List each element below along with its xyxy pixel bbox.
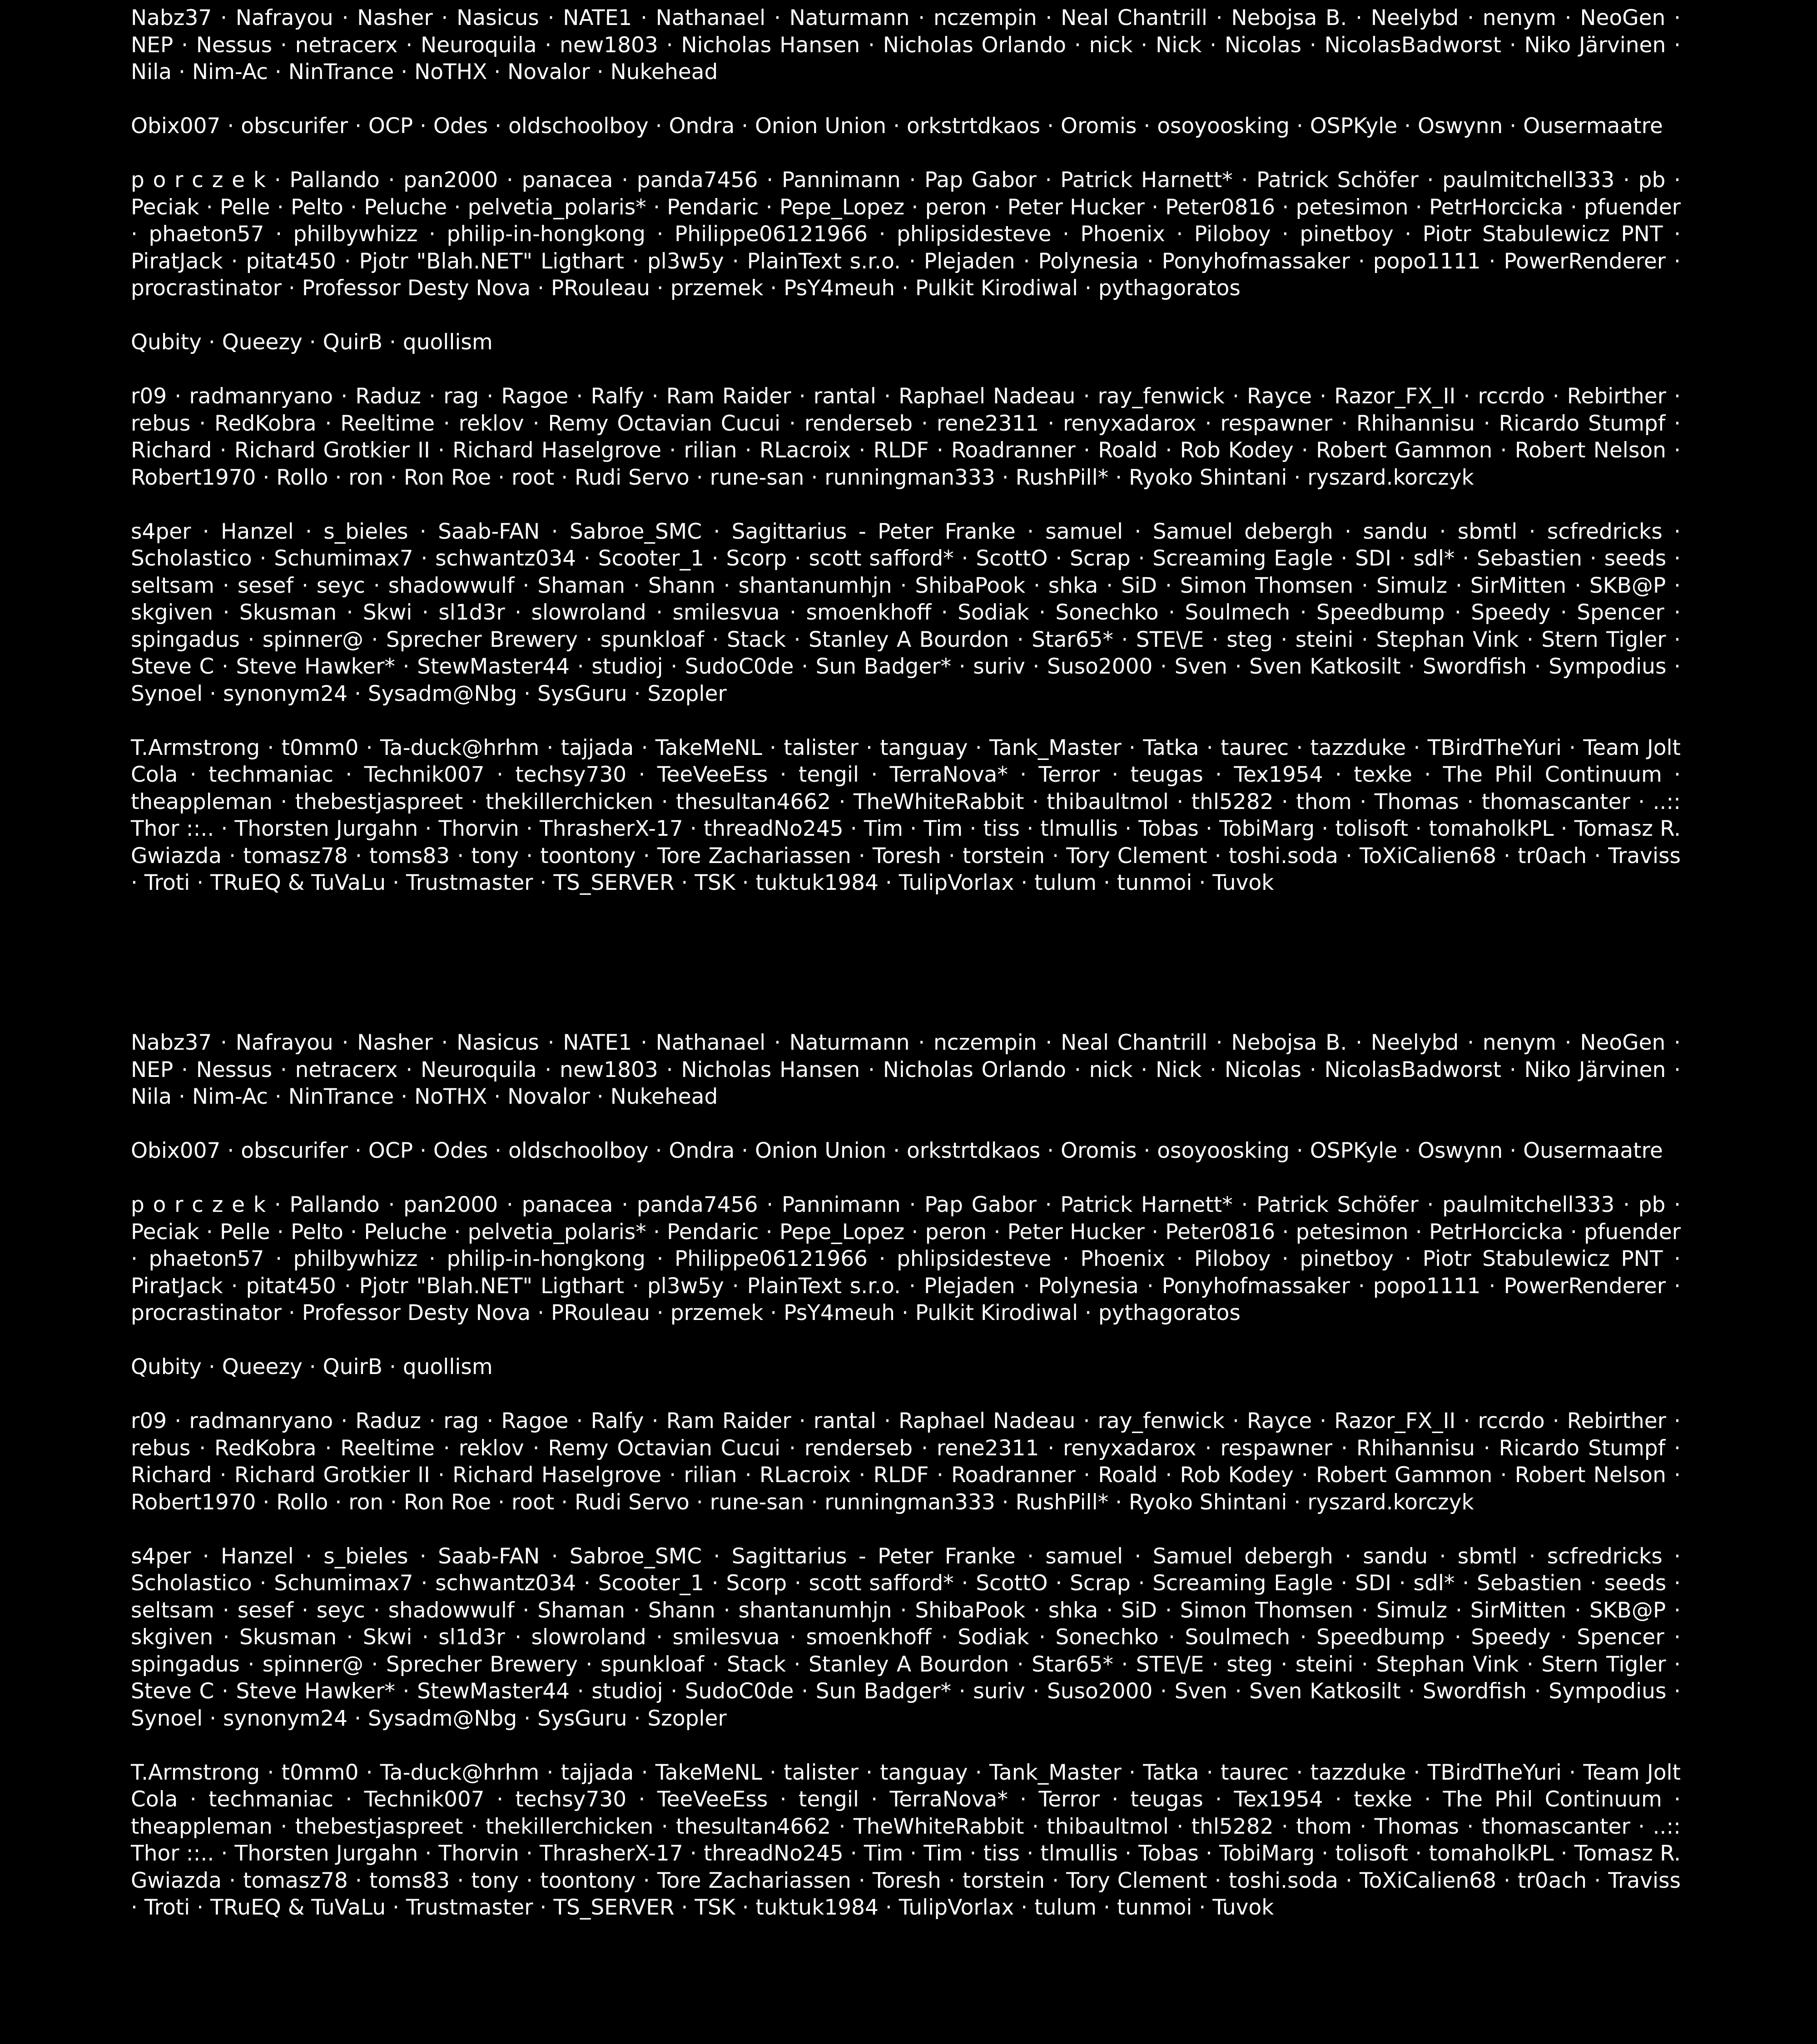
credits-paragraph-t: T.Armstrong · t0mm0 · Ta-duck@hrhm · tajjada · TakeMeNL · talister · tanguay · Tank_Master · Tatka · taurec · tazzduke · TBirdTheYuri · Team Jolt Cola · techmaniac · Technik007 · techsy730 · TeeVeeEss · tengil · TerraNova* · Terror · teugas · Tex1954 · texke · The Phil Continuum · theappleman · thebestjaspreet · thekillerchicken · thesultan4662 · TheWhiteRabbit · thibaultmol · thl5282 · thom · Thomas · thomascanter · ..:: Thor ::.. · Thorsten Jurgahn · Thorvin · ThrasherX-17 · threadNo245 · Tim · Tim · tiss · tlmullis · Tobas · TobiMarg · tolisoft · tomaholkPL · Tomasz R. Gwiazda · tomasz78 · toms83 · tony · toontony · Tore Zachariassen · Toresh · torstein · Tory Clement · toshi.soda · ToXiCalien68 · tr0ach · Traviss · Troti · TRuEQ & TuVaLu · Trustmaster · TS_SERVER · TSK · tuktuk1984 · TulipVorlax · tulum · tunmoi · Tuvok bbox=[131, 735, 1681, 895]
credits-paragraph-r: r09 · radmanryano · Raduz · rag · Ragoe · Ralfy · Ram Raider · rantal · Raphael Nadeau · ray_fenwick · Rayce · Razor_FX_II · rccrdo · Rebirther · rebus · RedKobra · Reeltime · reklov · Remy Octavian Cucui · renderseb · rene2311 · renyxadarox · respawner · Rhihannisu · Ricardo Stumpf · Richard · Richard Grotkier II · Richard Haselgrove · rilian · RLacroix · RLDF · Roadranner · Roald · Rob Kodey · Robert Gammon · Robert Nelson · Robert1970 · Rollo · ron · Ron Roe · root · Rudi Servo · rune-san · runningman333 · RushPill* · Ryoko Shintani · ryszard.korczyk bbox=[131, 1409, 1681, 1515]
credits-paragraph-p: p o r c z e k · Pallando · pan2000 · panacea · panda7456 · Pannimann · Pap Gabor · Patrick Harnett* · Patrick Schöfer · paulmitchell333 · pb · Peciak · Pelle · Pelto · Peluche · pelvetia_polaris* · Pendaric · Pepe_Lopez · peron · Peter Hucker · Peter0816 · petesimon · PetrHorcicka · pfuender · phaeton57 · philbywhizz · philip-in-hongkong · Philippe06121966 · phlipsidesteve · Phoenix · Piloboy · pinetboy · Piotr Stabulewicz PNT · PiratJack · pitat450 · Pjotr "Blah.NET" Ligthart · pl3w5y · PlainText s.r.o. · Plejaden · Polynesia · Ponyhofmassaker · popo1111 · PowerRenderer · procrastinator · Professor Desty Nova · PRouleau · przemek · PsY4meuh · Pulkit Kirodiwal · pythagoratos bbox=[131, 1192, 1681, 1325]
credits-paragraph-r: r09 · radmanryano · Raduz · rag · Ragoe · Ralfy · Ram Raider · rantal · Raphael Nadeau · ray_fenwick · Rayce · Razor_FX_II · rccrdo · Rebirther · rebus · RedKobra · Reeltime · reklov · Remy Octavian Cucui · renderseb · rene2311 · renyxadarox · respawner · Rhihannisu · Ricardo Stumpf · Richard · Richard Grotkier II · Richard Haselgrove · rilian · RLacroix · RLDF · Roadranner · Roald · Rob Kodey · Robert Gammon · Robert Nelson · Robert1970 · Rollo · ron · Ron Roe · root · Rudi Servo · rune-san · runningman333 · RushPill* · Ryoko Shintani · ryszard.korczyk bbox=[131, 384, 1681, 490]
credits-paragraph-n: Nabz37 · Nafrayou · Nasher · Nasicus · NATE1 · Nathanael · Naturmann · nczempin · Neal Chantrill · Nebojsa B. · Neelybd · nenym · NeoGen · NEP · Nessus · netracerx · Neuroquila · new1803 · Nicholas Hansen · Nicholas Orlando · nick · Nick · Nicolas · NicolasBadworst · Niko Järvinen · Nila · Nim-Ac · NinTrance · NoTHX · Novalor · Nukehead bbox=[131, 5, 1681, 84]
credits-paragraph-q: Qubity · Queezy · QuirB · quollism bbox=[131, 1354, 493, 1379]
credits-paragraph-s: s4per · Hanzel · s_bieles · Saab-FAN · Sabroe_SMC · Sagittarius - Peter Franke · samuel · Samuel debergh · sandu · sbmtl · scfredricks · Scholastico · Schumimax7 · schwantz034 · Scooter_1 · Scorp · scott safford* · ScottO · Scrap · Screaming Eagle · SDI · sdl* · Sebastien · seeds · seltsam · sesef · seyc · shadowwulf · Shaman · Shann · shantanumhjn · ShibaPook · shka · SiD · Simon Thomsen · Simulz · SirMitten · SKB@P · skgiven · Skusman · Skwi · sl1d3r · slowroland · smilesvua · smoenkhoff · Sodiak · Sonechko · Soulmech · Speedbump · Speedy · Spencer · spingadus · spinner@ · Sprecher Brewery · spunkloaf · Stack · Stanley A Bourdon · Star65* · STE\/E · steg · steini · Stephan Vink · Stern Tigler · Steve C · Steve Hawker* · StewMaster44 · studioj · SudoC0de · Sun Badger* · suriv · Suso2000 · Sven · Sven Katkosilt · Swordfish · Sympodius · Synoel · synonym24 · Sysadm@Nbg · SysGuru · Szopler bbox=[131, 1543, 1681, 1731]
credits-paragraph-o: Obix007 · obscurifer · OCP · Odes · oldschoolboy · Ondra · Onion Union · orkstrtdkaos · Oromis · osoyoosking · OSPKyle · Oswynn · Ousermaatre bbox=[131, 114, 1663, 139]
credits-paragraph-o: Obix007 · obscurifer · OCP · Odes · oldschoolboy · Ondra · Onion Union · orkstrtdkaos · Oromis · osoyoosking · OSPKyle · Oswynn · Ousermaatre bbox=[131, 1138, 1663, 1163]
credits-paragraph-p: p o r c z e k · Pallando · pan2000 · panacea · panda7456 · Pannimann · Pap Gabor · Patrick Harnett* · Patrick Schöfer · paulmitchell333 · pb · Peciak · Pelle · Pelto · Peluche · pelvetia_polaris* · Pendaric · Pepe_Lopez · peron · Peter Hucker · Peter0816 · petesimon · PetrHorcicka · pfuender · phaeton57 · philbywhizz · philip-in-hongkong · Philippe06121966 · phlipsidesteve · Phoenix · Piloboy · pinetboy · Piotr Stabulewicz PNT · PiratJack · pitat450 · Pjotr "Blah.NET" Ligthart · pl3w5y · PlainText s.r.o. · Plejaden · Polynesia · Ponyhofmassaker · popo1111 · PowerRenderer · procrastinator · Professor Desty Nova · PRouleau · przemek · PsY4meuh · Pulkit Kirodiwal · pythagoratos bbox=[131, 168, 1681, 301]
credits-paragraph-t: T.Armstrong · t0mm0 · Ta-duck@hrhm · tajjada · TakeMeNL · talister · tanguay · Tank_Master · Tatka · taurec · tazzduke · TBirdTheYuri · Team Jolt Cola · techmaniac · Technik007 · techsy730 · TeeVeeEss · tengil · TerraNova* · Terror · teugas · Tex1954 · texke · The Phil Continuum · theappleman · thebestjaspreet · thekillerchicken · thesultan4662 · TheWhiteRabbit · thibaultmol · thl5282 · thom · Thomas · thomascanter · ..:: Thor ::.. · Thorsten Jurgahn · Thorvin · ThrasherX-17 · threadNo245 · Tim · Tim · tiss · tlmullis · Tobas · TobiMarg · tolisoft · tomaholkPL · Tomasz R. Gwiazda · tomasz78 · toms83 · tony · toontony · Tore Zachariassen · Toresh · torstein · Tory Clement · toshi.soda · ToXiCalien68 · tr0ach · Traviss · Troti · TRuEQ & TuVaLu · Trustmaster · TS_SERVER · TSK · tuktuk1984 · TulipVorlax · tulum · tunmoi · Tuvok bbox=[131, 1760, 1681, 1920]
credits-paragraph-q: Qubity · Queezy · QuirB · quollism bbox=[131, 330, 493, 355]
credits-copy-second bbox=[0, 1025, 1817, 2044]
credits-paragraph-s: s4per · Hanzel · s_bieles · Saab-FAN · Sabroe_SMC · Sagittarius - Peter Franke · samuel · Samuel debergh · sandu · sbmtl · scfredricks · Scholastico · Schumimax7 · schwantz034 · Scooter_1 · Scorp · scott safford* · ScottO · Scrap · Screaming Eagle · SDI · sdl* · Sebastien · seeds · seltsam · sesef · seyc · shadowwulf · Shaman · Shann · shantanumhjn · ShibaPook · shka · SiD · Simon Thomsen · Simulz · SirMitten · SKB@P · skgiven · Skusman · Skwi · sl1d3r · slowroland · smilesvua · smoenkhoff · Sodiak · Sonechko · Soulmech · Speedbump · Speedy · Spencer · spingadus · spinner@ · Sprecher Brewery · spunkloaf · Stack · Stanley A Bourdon · Star65* · STE\/E · steg · steini · Stephan Vink · Stern Tigler · Steve C · Steve Hawker* · StewMaster44 · studioj · SudoC0de · Sun Badger* · suriv · Suso2000 · Sven · Sven Katkosilt · Swordfish · Sympodius · Synoel · synonym24 · Sysadm@Nbg · SysGuru · Szopler bbox=[131, 519, 1681, 706]
credits-paragraph-n: Nabz37 · Nafrayou · Nasher · Nasicus · NATE1 · Nathanael · Naturmann · nczempin · Neal Chantrill · Nebojsa B. · Neelybd · nenym · NeoGen · NEP · Nessus · netracerx · Neuroquila · new1803 · Nicholas Hansen · Nicholas Orlando · nick · Nick · Nicolas · NicolasBadworst · Niko Järvinen · Nila · Nim-Ac · NinTrance · NoTHX · Novalor · Nukehead bbox=[131, 1030, 1681, 1109]
